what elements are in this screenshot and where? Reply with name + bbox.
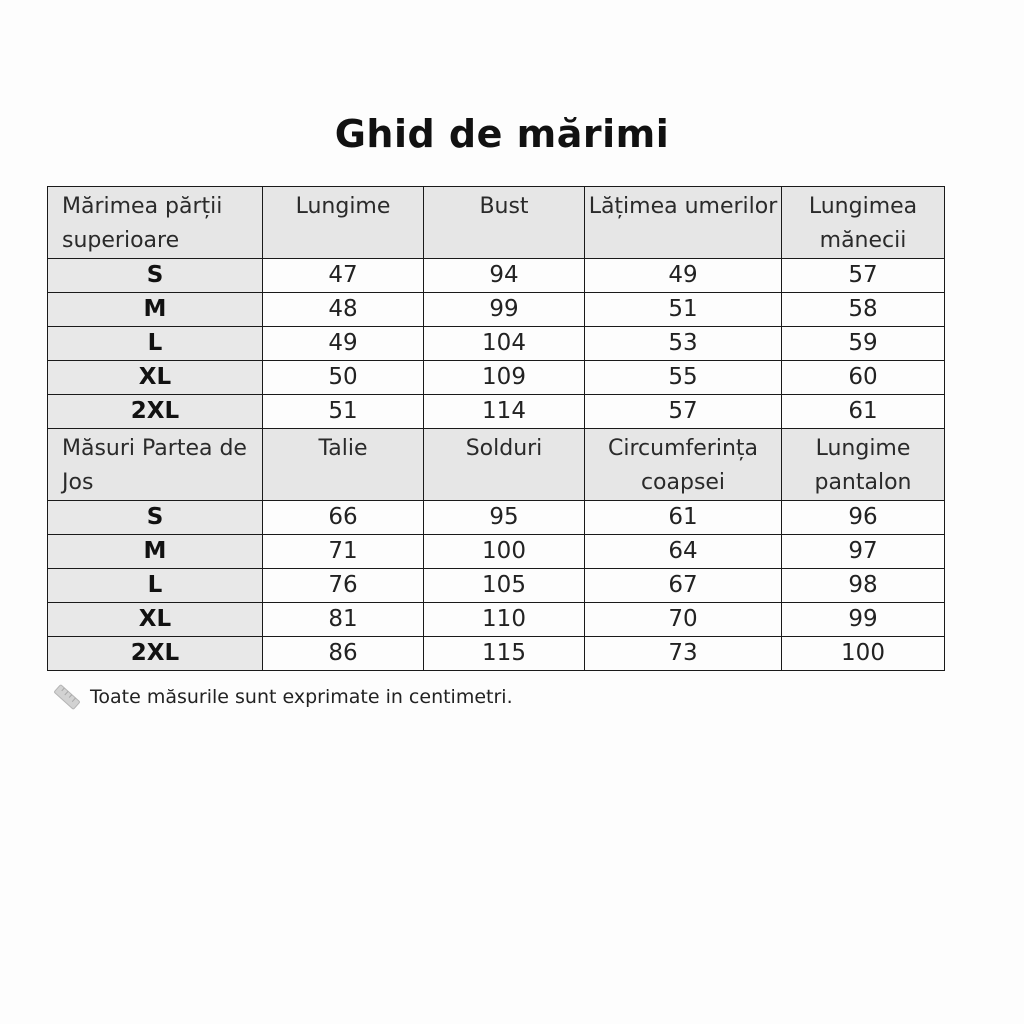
table-cell: 99 [782, 603, 945, 637]
page-title: Ghid de mărimi [334, 112, 670, 156]
table-row [48, 327, 945, 361]
bottom-header-row [48, 429, 945, 501]
table-cell: 60 [782, 361, 945, 395]
size-label: S [48, 259, 263, 293]
table-row [48, 259, 945, 293]
table-cell: 51 [585, 293, 782, 327]
header-cell: Lățimea umerilor [585, 187, 782, 259]
table-cell: 58 [782, 293, 945, 327]
table-cell: 109 [424, 361, 585, 395]
header-cell: Talie [263, 429, 424, 501]
table-cell: 55 [585, 361, 782, 395]
table-cell: 49 [585, 259, 782, 293]
table-cell: 64 [585, 535, 782, 569]
table-cell: 97 [782, 535, 945, 569]
table-cell: 59 [782, 327, 945, 361]
table-row [48, 361, 945, 395]
size-label: XL [48, 603, 263, 637]
table-cell: 48 [263, 293, 424, 327]
table-cell: 110 [424, 603, 585, 637]
table-cell: 66 [263, 501, 424, 535]
table-cell: 94 [424, 259, 585, 293]
table-cell: 73 [585, 637, 782, 671]
table-cell: 95 [424, 501, 585, 535]
size-label: L [48, 327, 263, 361]
header-cell: Circumferința coapsei [585, 429, 782, 501]
table-cell: 53 [585, 327, 782, 361]
size-label: 2XL [48, 637, 263, 671]
table-cell: 71 [263, 535, 424, 569]
table-cell: 99 [424, 293, 585, 327]
header-cell: Bust [424, 187, 585, 259]
ruler-icon [52, 683, 82, 711]
table-cell: 81 [263, 603, 424, 637]
table-cell: 67 [585, 569, 782, 603]
table-cell: 114 [424, 395, 585, 429]
size-label: M [48, 535, 263, 569]
table-cell: 50 [263, 361, 424, 395]
table-cell: 96 [782, 501, 945, 535]
table-cell: 100 [782, 637, 945, 671]
header-cell: Lungime pantalon [782, 429, 945, 501]
table-row [48, 501, 945, 535]
table-row [48, 395, 945, 429]
table-row [48, 535, 945, 569]
table-row [48, 603, 945, 637]
size-label: L [48, 569, 263, 603]
table-cell: 86 [263, 637, 424, 671]
table-cell: 61 [585, 501, 782, 535]
table-cell: 49 [263, 327, 424, 361]
header-cell: Mărimea părții superioare [48, 187, 263, 259]
size-label: 2XL [48, 395, 263, 429]
table-cell: 115 [424, 637, 585, 671]
measurement-note [52, 683, 513, 711]
table-cell: 105 [424, 569, 585, 603]
table-cell: 104 [424, 327, 585, 361]
size-label: M [48, 293, 263, 327]
table-cell: 57 [782, 259, 945, 293]
table-row [48, 569, 945, 603]
table-cell: 51 [263, 395, 424, 429]
size-label: S [48, 501, 263, 535]
table-cell: 70 [585, 603, 782, 637]
table-cell: 100 [424, 535, 585, 569]
header-cell: Măsuri Partea de Jos [48, 429, 263, 501]
header-cell: Lungimea mănecii [782, 187, 945, 259]
table-cell: 47 [263, 259, 424, 293]
top-header-row [48, 187, 945, 259]
size-label: XL [48, 361, 263, 395]
table-cell: 98 [782, 569, 945, 603]
header-cell: Solduri [424, 429, 585, 501]
size-guide-table [47, 186, 945, 671]
table-cell: 61 [782, 395, 945, 429]
table-cell: 57 [585, 395, 782, 429]
table-row [48, 637, 945, 671]
table-cell: 76 [263, 569, 424, 603]
note-text: Toate măsurile sunt exprimate in centimetri. [90, 686, 513, 708]
header-cell: Lungime [263, 187, 424, 259]
table-row [48, 293, 945, 327]
